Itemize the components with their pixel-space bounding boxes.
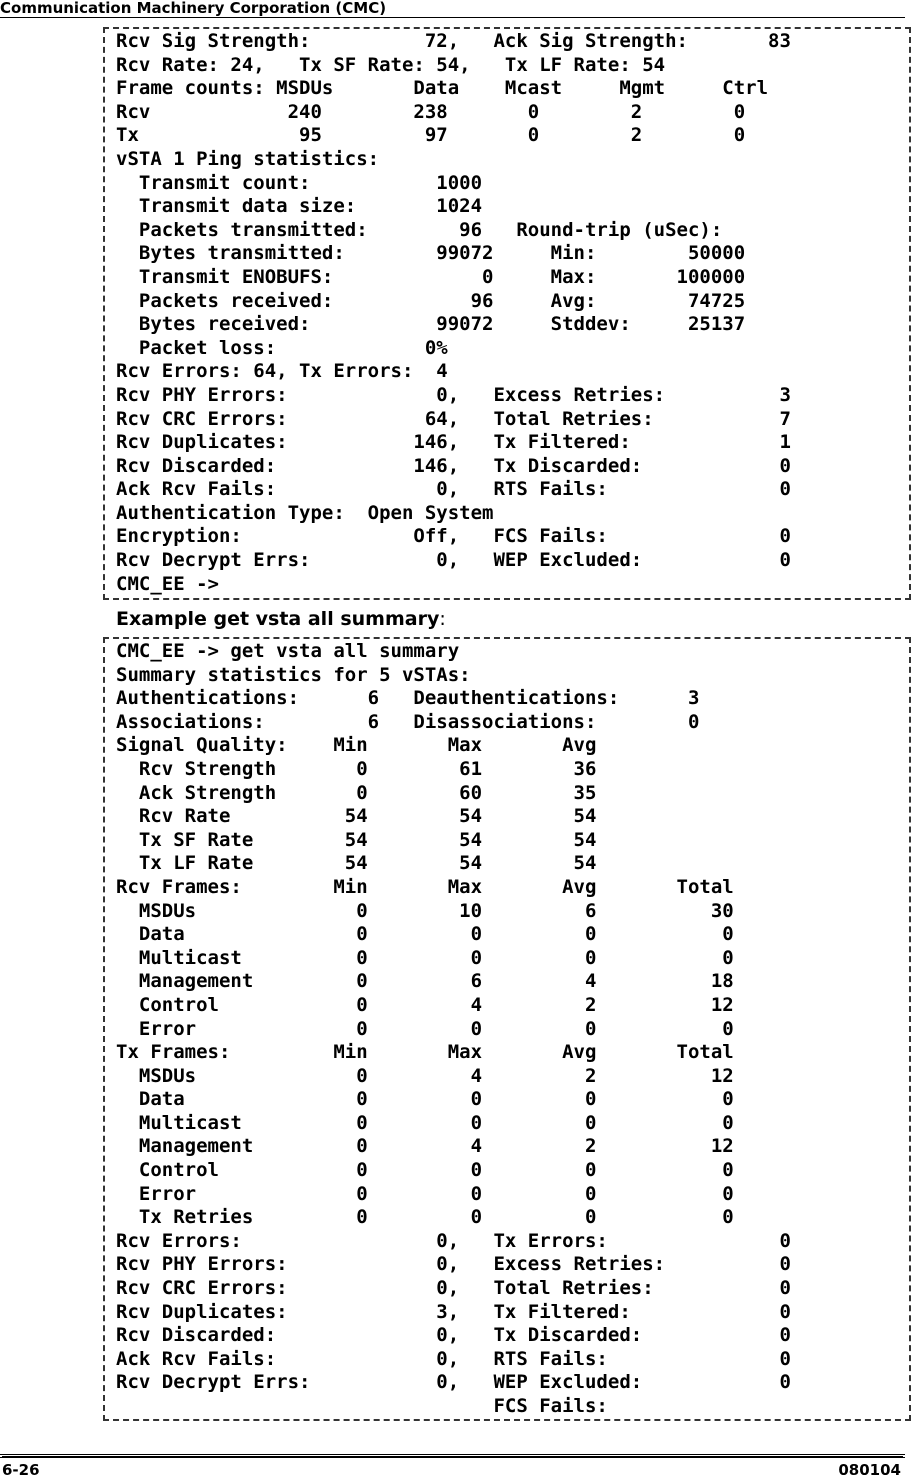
code-line: Rcv Decrypt Errs: 0, WEP Excluded: 0 bbox=[116, 549, 791, 572]
code-line: Management 0 6 4 18 bbox=[116, 970, 734, 993]
code-line: Rcv Discarded: 146, Tx Discarded: 0 bbox=[116, 454, 791, 477]
code-line: Ack Rcv Fails: 0, RTS Fails: 0 bbox=[116, 1347, 791, 1370]
code-line: Rcv Errors: 64, Tx Errors: 4 bbox=[116, 360, 448, 383]
code-line: Multicast 0 0 0 0 bbox=[116, 1111, 734, 1134]
code-line: Tx LF Rate 54 54 54 bbox=[116, 852, 597, 875]
code-line: Rcv Duplicates: 146, Tx Filtered: 1 bbox=[116, 431, 791, 454]
code-line: MSDUs 0 10 6 30 bbox=[116, 899, 734, 922]
code-line: Rcv Duplicates: 3, Tx Filtered: 0 bbox=[116, 1300, 791, 1323]
code-line: Tx Retries 0 0 0 0 bbox=[116, 1206, 734, 1229]
code-line: Rcv PHY Errors: 0, Excess Retries: 0 bbox=[116, 1253, 791, 1276]
page-header bbox=[0, 0, 905, 18]
code-line: CMC_EE -> bbox=[116, 572, 219, 595]
example-caption bbox=[116, 607, 446, 631]
code-line: Encryption: Off, FCS Fails: 0 bbox=[116, 525, 791, 548]
code-block-vsta-stats bbox=[103, 27, 911, 600]
code-line: Rcv PHY Errors: 0, Excess Retries: 3 bbox=[116, 383, 791, 406]
code-line: Rcv Errors: 0, Tx Errors: 0 bbox=[116, 1229, 791, 1252]
code-line: Rcv Decrypt Errs: 0, WEP Excluded: 0 bbox=[116, 1371, 791, 1394]
footer-rule bbox=[0, 1454, 905, 1455]
code-line: Tx Frames: Min Max Avg Total bbox=[116, 1041, 734, 1064]
code-line: Bytes transmitted: 99072 Min: 50000 bbox=[116, 242, 746, 265]
code-line: Packets transmitted: 96 Round-trip (uSec): bbox=[116, 218, 723, 241]
code-line: Tx SF Rate 54 54 54 bbox=[116, 828, 597, 851]
code-line: Management 0 4 2 12 bbox=[116, 1135, 734, 1158]
code-line: Packet loss: 0% bbox=[116, 336, 448, 359]
code-line: Error 0 0 0 0 bbox=[116, 1017, 734, 1040]
page-number: 6-26 bbox=[2, 1461, 40, 1479]
code-line: Rcv Sig Strength: 72, Ack Sig Strength: 83 bbox=[116, 30, 791, 52]
code-line: Rcv Discarded: 0, Tx Discarded: 0 bbox=[116, 1324, 791, 1347]
page-footer bbox=[0, 1457, 905, 1479]
code-line: Rcv Rate 54 54 54 bbox=[116, 805, 597, 828]
code-line: Rcv CRC Errors: 64, Total Retries: 7 bbox=[116, 407, 791, 430]
code-line: Rcv Frames: Min Max Avg Total bbox=[116, 875, 734, 898]
code-line: Ack Strength 0 60 35 bbox=[116, 781, 597, 804]
code-line: vSTA 1 Ping statistics: bbox=[116, 147, 380, 170]
code-line: Authentication Type: Open System bbox=[116, 501, 494, 524]
code-line: Frame counts: MSDUs Data Mcast Mgmt Ctrl bbox=[116, 77, 769, 100]
code-line: Bytes received: 99072 Stddev: 25137 bbox=[116, 313, 746, 336]
document-number: 080104 bbox=[838, 1461, 901, 1479]
code-line: Authentications: 6 Deauthentications: 3 bbox=[116, 687, 700, 710]
header-title: Communication Machinery Corporation (CMC) bbox=[0, 0, 387, 17]
code-line: Error 0 0 0 0 bbox=[116, 1182, 734, 1205]
code-line: Multicast 0 0 0 0 bbox=[116, 946, 734, 969]
code-line: FCS Fails: bbox=[116, 1395, 608, 1417]
code-line: Control 0 4 2 12 bbox=[116, 993, 734, 1016]
code-line: Rcv Rate: 24, Tx SF Rate: 54, Tx LF Rate: 54 bbox=[116, 53, 666, 76]
code-line: Signal Quality: Min Max Avg bbox=[116, 734, 597, 757]
code-line: Transmit count: 1000 bbox=[116, 171, 483, 194]
code-line: Rcv 240 238 0 2 0 bbox=[116, 100, 746, 123]
code-line: Tx 95 97 0 2 0 bbox=[116, 124, 746, 147]
code-line: Packets received: 96 Avg: 74725 bbox=[116, 289, 746, 312]
code-line: MSDUs 0 4 2 12 bbox=[116, 1064, 734, 1087]
code-line: Data 0 0 0 0 bbox=[116, 923, 734, 946]
code-line: CMC_EE -> get vsta all summary bbox=[116, 640, 460, 662]
code-line: Data 0 0 0 0 bbox=[116, 1088, 734, 1111]
example-caption-colon: : bbox=[439, 608, 446, 630]
code-line: Associations: 6 Disassociations: 0 bbox=[116, 710, 700, 733]
code-line: Transmit data size: 1024 bbox=[116, 195, 483, 218]
code-block-vsta-summary bbox=[103, 637, 911, 1421]
code-line: Rcv CRC Errors: 0, Total Retries: 0 bbox=[116, 1277, 791, 1300]
code-line: Summary statistics for 5 vSTAs: bbox=[116, 663, 471, 686]
code-line: Ack Rcv Fails: 0, RTS Fails: 0 bbox=[116, 478, 791, 501]
code-line: Control 0 0 0 0 bbox=[116, 1159, 734, 1182]
code-line: Rcv Strength 0 61 36 bbox=[116, 757, 597, 780]
code-line: Transmit ENOBUFS: 0 Max: 100000 bbox=[116, 265, 746, 288]
example-caption-text: Example get vsta all summary bbox=[116, 608, 440, 630]
